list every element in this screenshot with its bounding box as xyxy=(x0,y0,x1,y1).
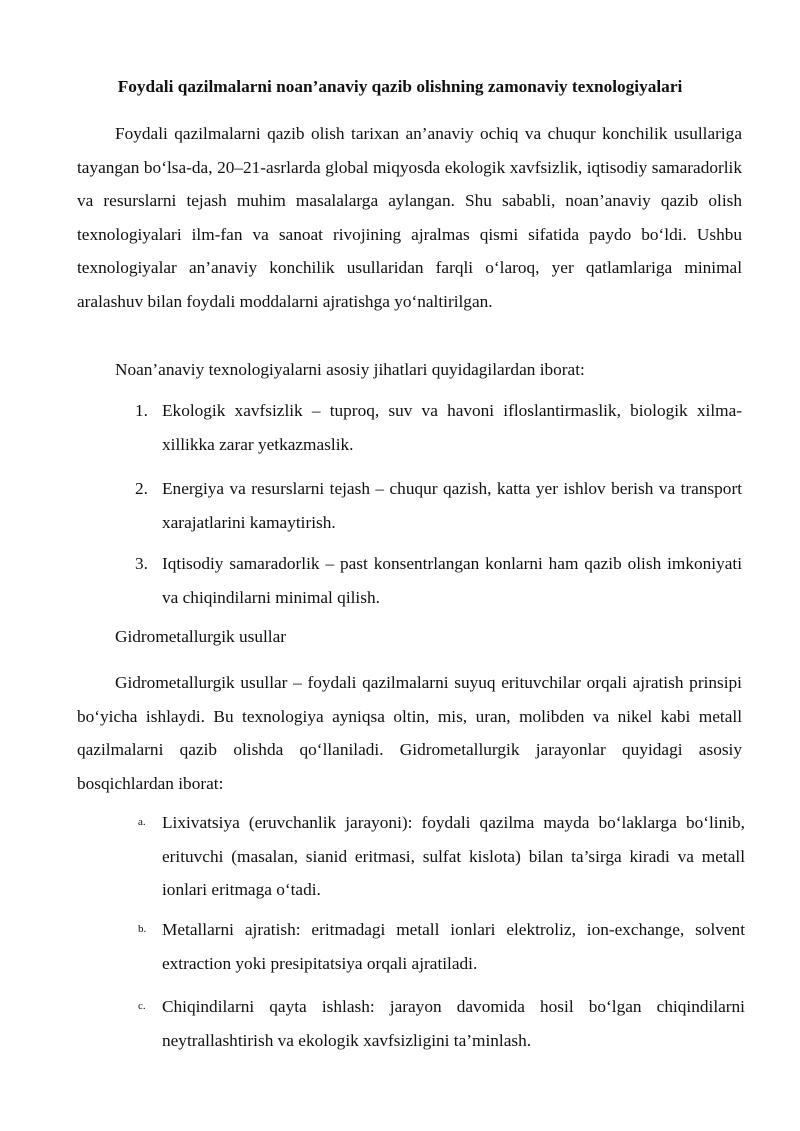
aspect-item-2 xyxy=(135,472,742,539)
aspect-text: Energiya va resurslarni tejash – chuqur qazish, katta yer ishlov berish va transport xarajatlarini kamaytirish. xyxy=(162,479,742,532)
aspects-heading: Noan’anaviy texnologiyalarni asosiy jihatlari quyidagilardan iborat: xyxy=(115,360,585,379)
aspect-item-3 xyxy=(135,547,742,614)
intro-paragraph: Foydali qazilmalarni qazib olish tarixan an’anaviy ochiq va chuqur konchilik usullariga tayangan bo‘lsa-da, 20–21-asrlarda global miqyosda ekologik xavfsizlik, iqtisodiy samaradorlik va resurslarni tejash muhim masalalarga aylangan. Shu sababli, noan’anaviy qazib olish texnologiyalari ilm-fan va sanoat rivojining ajralmas qismi sifatida paydo bo‘ldi. Ushbu texnologiyalar an’anaviy konchilik usullaridan farqli o‘laroq, yer qatlamlariga minimal aralashuv bilan foydali moddalarni ajratishga yo‘naltirilgan. xyxy=(77,124,742,311)
list-marker: 1. xyxy=(135,401,148,420)
document-title: Foydali qazilmalarni noan’anaviy qazib olishning zamonaviy texnologiyalari xyxy=(117,77,683,96)
stage-item-b xyxy=(138,913,745,980)
stage-item-a xyxy=(138,806,745,907)
aspect-item-1 xyxy=(135,394,742,461)
aspect-text: Ekologik xavfsizlik – tuproq, suv va havoni ifloslantirmaslik, biologik xilma-xillikka zarar yetkazmaslik. xyxy=(162,401,742,454)
hydro-paragraph: Gidrometallurgik usullar – foydali qazilmalarni suyuq erituvchilar orqali ajratish prinsipi bo‘yicha ishlaydi. Bu texnologiya ayniqsa oltin, mis, uran, molibden va nikel kabi metall qazilmalarni qazib olishda qo‘llaniladi. Gidrometallurgik jarayonlar quyidagi asosiy bosqichlardan iborat: xyxy=(77,673,742,793)
stage-text: Metallarni ajratish: eritmadagi metall ionlari elektroliz, ion-exchange, solvent extraction yoki presipitatsiya orqali ajratiladi. xyxy=(162,920,745,973)
stage-text: Lixivatsiya (eruvchanlik jarayoni): foydali qazilma mayda bo‘laklarga bo‘linib, erituvchi (masalan, sianid eritmasi, sulfat kislota) bilan ta’sirga kiradi va metall ionlari eritmaga o‘tadi. xyxy=(162,813,745,899)
list-marker: a. xyxy=(138,816,146,828)
list-marker: c. xyxy=(138,1000,146,1012)
section-heading-hydro: Gidrometallurgik usullar xyxy=(115,627,287,646)
stage-item-c xyxy=(138,990,745,1057)
aspect-text: Iqtisodiy samaradorlik – past konsentrlangan konlarni ham qazib olish imkoniyati va chiqindilarni minimal qilish. xyxy=(162,554,742,607)
list-marker: b. xyxy=(138,923,147,935)
stage-text: Chiqindilarni qayta ishlash: jarayon davomida hosil bo‘lgan chiqindilarni neytrallashtirish va ekologik xavfsizligini ta’minlash. xyxy=(162,997,745,1050)
list-marker: 3. xyxy=(135,554,148,573)
list-marker: 2. xyxy=(135,479,148,498)
